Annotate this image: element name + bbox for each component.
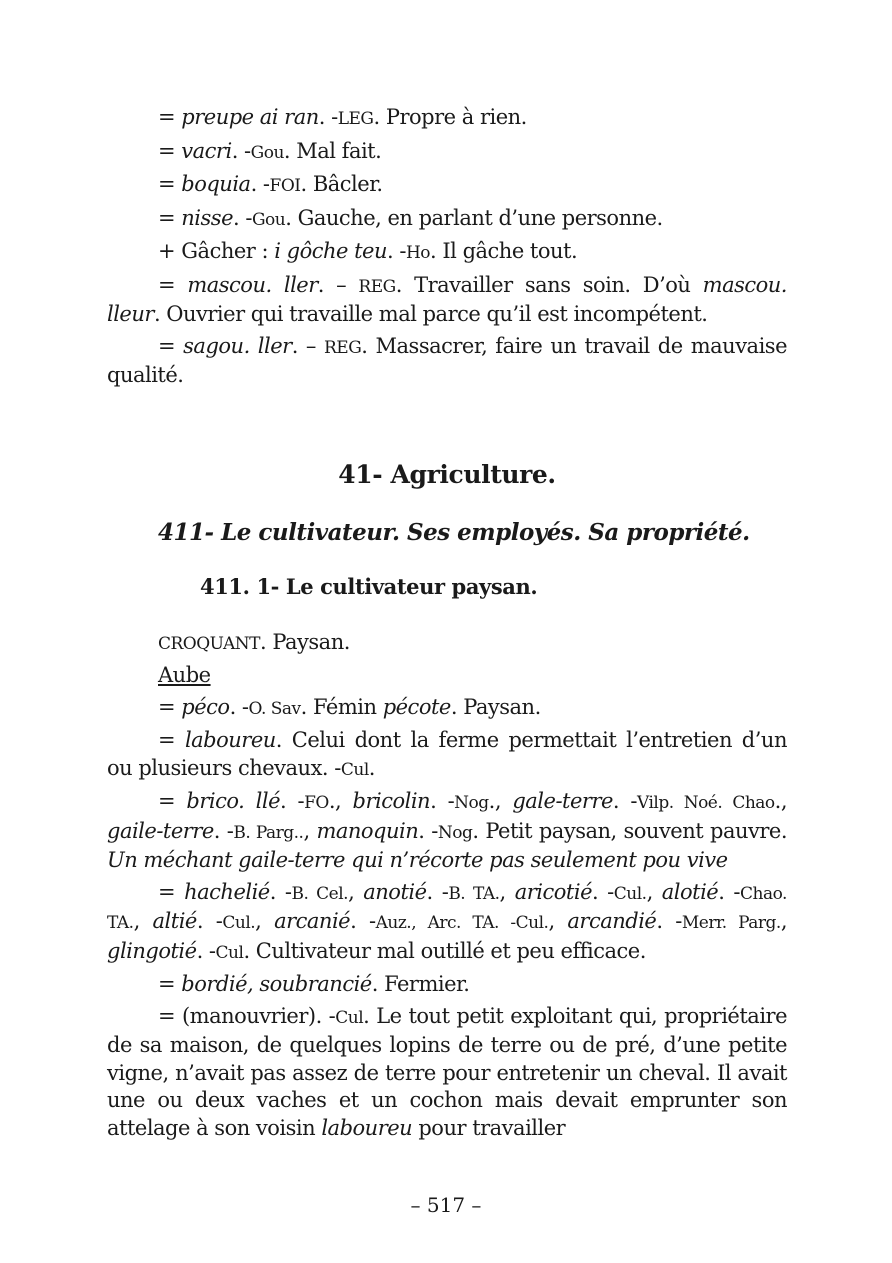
entry-vacri: = vacri. -Gou. Mal fait. <box>158 138 382 163</box>
entry-hachelie: = hachelié. -B. Cel., anotié. -B. TA., aricotié. -Cul., alotié. -Chao. TA., altié. -Cul., arcanié. -Auz., Arc. TA. -Cul., arcandié. -Merr. Parg., glingotié. -Cul. Cultivateur mal outillé et peu efficace. <box>107 879 787 963</box>
entry-nisse: = nisse. -Gou. Gauche, en parlant d’une personne. <box>158 205 663 230</box>
entry-gacher: + Gâcher : i gôche teu. -Ho. Il gâche tout. <box>158 239 578 263</box>
subsection-heading: 411. 1- Le cultivateur paysan. <box>200 573 538 599</box>
entry-laboureu: = laboureu. Celui dont la ferme permettait l’entretien d’un ou plusieurs chevaux. -Cul. <box>107 728 787 780</box>
entry-preupe: = preupe ai ran. -LEG. Propre à rien. <box>158 105 527 129</box>
region-label-aube: Aube <box>158 663 211 687</box>
entry-croquant: CROQUANT. Paysan. <box>158 629 350 654</box>
entry-peco: = péco. -O. Sav. Fémin pécote. Paysan. <box>158 694 541 719</box>
entry-bricolle: = brico. llé. -FO., bricolin. -Nog., gale-terre. -Vilp. Noé. Chao., gaile-terre. -B. Parg.., manoquin. -Nog. Petit paysan, souvent pauvre. Un méchant gaile-terre qui n’récorte pas seulement pou vive <box>107 789 788 872</box>
section-heading: 411- Le cultivateur. Ses employés. Sa propriété. <box>158 518 750 546</box>
entry-manouvrier: = (manouvrier). -Cul. Le tout petit exploitant qui, propriétaire de sa maison, de quelques lopins de terre ou de pré, d’une petite vigne, n’avait pas assez de terre pour entretenir un cheval. Il avait une ou deux vaches et un cochon mais devait emprunter son attelage à son voisin laboureu pour travailler <box>107 1003 787 1140</box>
page-body <box>107 104 787 1146</box>
page-number: – 517 – <box>410 1193 482 1217</box>
entry-mascouller: = mascou. ller. – REG. Travailler sans soin. D’où mascou. lleur. Ouvrier qui travaille mal parce qu’il est incompétent. <box>107 272 787 326</box>
entry-bordie: = bordié, soubrancié. Fermier. <box>158 972 470 996</box>
entry-boquia: = boquia. -FOI. Bâcler. <box>158 172 383 196</box>
chapter-heading: 41- Agriculture. <box>338 459 556 489</box>
entry-sagouller: = sagou. ller. – REG. Massacrer, faire un travail de mauvaise qualité. <box>107 333 787 387</box>
